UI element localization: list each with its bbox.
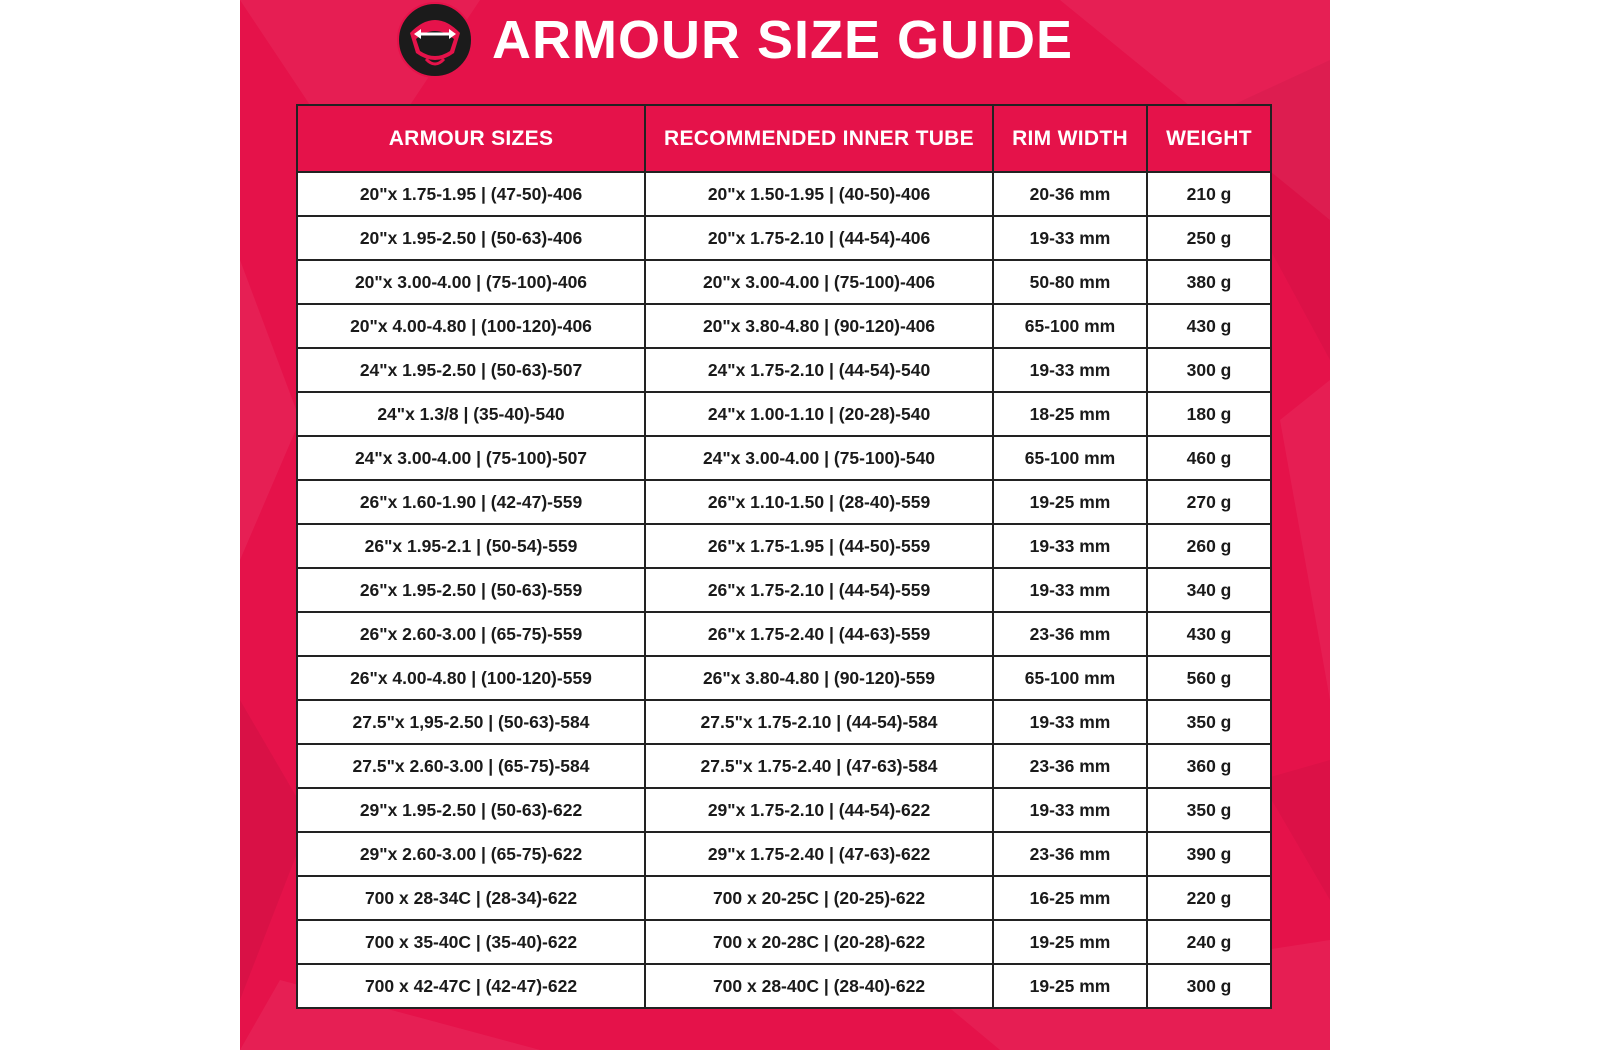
armour-size-cell: 20"x 3.00-4.00 | (75-100)-406: [297, 260, 645, 304]
inner-tube-cell: 700 x 20-25C | (20-25)-622: [645, 876, 993, 920]
armour-size-cell: 20"x 4.00-4.80 | (100-120)-406: [297, 304, 645, 348]
table-row: [297, 964, 1271, 1008]
armour-size-cell: 29"x 1.95-2.50 | (50-63)-622: [297, 788, 645, 832]
inner-tube-cell: 24"x 3.00-4.00 | (75-100)-540: [645, 436, 993, 480]
column-header-weight: WEIGHT: [1147, 105, 1271, 172]
table-row: [297, 172, 1271, 216]
tire-gauge-logo-icon: [396, 1, 474, 79]
armour-size-cell: 26"x 1.95-2.1 | (50-54)-559: [297, 524, 645, 568]
rim-width-cell: 65-100 mm: [993, 656, 1147, 700]
weight-cell: 220 g: [1147, 876, 1271, 920]
weight-cell: 560 g: [1147, 656, 1271, 700]
inner-tube-cell: 27.5"x 1.75-2.10 | (44-54)-584: [645, 700, 993, 744]
rim-width-cell: 19-33 mm: [993, 524, 1147, 568]
inner-tube-cell: 26"x 1.75-2.40 | (44-63)-559: [645, 612, 993, 656]
table-row: [297, 524, 1271, 568]
rim-width-cell: 18-25 mm: [993, 392, 1147, 436]
size-guide-poster: [240, 0, 1330, 1050]
rim-width-cell: 19-33 mm: [993, 568, 1147, 612]
rim-width-cell: 23-36 mm: [993, 744, 1147, 788]
page-title: ARMOUR SIZE GUIDE: [492, 10, 1074, 70]
rim-width-cell: 65-100 mm: [993, 436, 1147, 480]
rim-width-cell: 23-36 mm: [993, 832, 1147, 876]
table-row: [297, 744, 1271, 788]
rim-width-cell: 16-25 mm: [993, 876, 1147, 920]
column-header-rim-width: RIM WIDTH: [993, 105, 1147, 172]
armour-size-cell: 20"x 1.75-1.95 | (47-50)-406: [297, 172, 645, 216]
inner-tube-cell: 24"x 1.75-2.10 | (44-54)-540: [645, 348, 993, 392]
weight-cell: 350 g: [1147, 788, 1271, 832]
armour-size-cell: 700 x 28-34C | (28-34)-622: [297, 876, 645, 920]
table-row: [297, 348, 1271, 392]
armour-size-cell: 27.5"x 1,95-2.50 | (50-63)-584: [297, 700, 645, 744]
rim-width-cell: 19-33 mm: [993, 216, 1147, 260]
header: [396, 0, 1073, 80]
table-header-row: [297, 105, 1271, 172]
weight-cell: 460 g: [1147, 436, 1271, 480]
armour-size-cell: 20"x 1.95-2.50 | (50-63)-406: [297, 216, 645, 260]
table-row: [297, 832, 1271, 876]
armour-size-cell: 24"x 1.95-2.50 | (50-63)-507: [297, 348, 645, 392]
column-header-recommended-inner-tube: RECOMMENDED INNER TUBE: [645, 105, 993, 172]
table-row: [297, 788, 1271, 832]
weight-cell: 430 g: [1147, 304, 1271, 348]
weight-cell: 260 g: [1147, 524, 1271, 568]
armour-size-cell: 29"x 2.60-3.00 | (65-75)-622: [297, 832, 645, 876]
rim-width-cell: 19-25 mm: [993, 964, 1147, 1008]
table-row: [297, 392, 1271, 436]
rim-width-cell: 20-36 mm: [993, 172, 1147, 216]
table-row: [297, 700, 1271, 744]
size-table-wrapper: [296, 104, 1270, 1009]
weight-cell: 360 g: [1147, 744, 1271, 788]
table-body: [297, 172, 1271, 1008]
inner-tube-cell: 20"x 1.75-2.10 | (44-54)-406: [645, 216, 993, 260]
armour-size-cell: 700 x 35-40C | (35-40)-622: [297, 920, 645, 964]
rim-width-cell: 19-33 mm: [993, 788, 1147, 832]
armour-size-cell: 24"x 3.00-4.00 | (75-100)-507: [297, 436, 645, 480]
weight-cell: 380 g: [1147, 260, 1271, 304]
weight-cell: 430 g: [1147, 612, 1271, 656]
weight-cell: 250 g: [1147, 216, 1271, 260]
armour-size-cell: 26"x 1.95-2.50 | (50-63)-559: [297, 568, 645, 612]
inner-tube-cell: 26"x 3.80-4.80 | (90-120)-559: [645, 656, 993, 700]
column-header-armour-sizes: ARMOUR SIZES: [297, 105, 645, 172]
inner-tube-cell: 26"x 1.75-1.95 | (44-50)-559: [645, 524, 993, 568]
inner-tube-cell: 20"x 1.50-1.95 | (40-50)-406: [645, 172, 993, 216]
size-table: [296, 104, 1272, 1009]
table-row: [297, 920, 1271, 964]
table-row: [297, 304, 1271, 348]
rim-width-cell: 50-80 mm: [993, 260, 1147, 304]
armour-size-cell: 27.5"x 2.60-3.00 | (65-75)-584: [297, 744, 645, 788]
rim-width-cell: 19-33 mm: [993, 700, 1147, 744]
armour-size-cell: 700 x 42-47C | (42-47)-622: [297, 964, 645, 1008]
inner-tube-cell: 700 x 20-28C | (20-28)-622: [645, 920, 993, 964]
inner-tube-cell: 27.5"x 1.75-2.40 | (47-63)-584: [645, 744, 993, 788]
table-row: [297, 656, 1271, 700]
table-row: [297, 260, 1271, 304]
weight-cell: 240 g: [1147, 920, 1271, 964]
weight-cell: 350 g: [1147, 700, 1271, 744]
armour-size-cell: 26"x 2.60-3.00 | (65-75)-559: [297, 612, 645, 656]
rim-width-cell: 23-36 mm: [993, 612, 1147, 656]
inner-tube-cell: 26"x 1.10-1.50 | (28-40)-559: [645, 480, 993, 524]
rim-width-cell: 19-25 mm: [993, 480, 1147, 524]
weight-cell: 180 g: [1147, 392, 1271, 436]
table-row: [297, 480, 1271, 524]
inner-tube-cell: 700 x 28-40C | (28-40)-622: [645, 964, 993, 1008]
inner-tube-cell: 29"x 1.75-2.40 | (47-63)-622: [645, 832, 993, 876]
inner-tube-cell: 20"x 3.80-4.80 | (90-120)-406: [645, 304, 993, 348]
weight-cell: 300 g: [1147, 348, 1271, 392]
weight-cell: 340 g: [1147, 568, 1271, 612]
armour-size-cell: 26"x 1.60-1.90 | (42-47)-559: [297, 480, 645, 524]
table-row: [297, 436, 1271, 480]
inner-tube-cell: 24"x 1.00-1.10 | (20-28)-540: [645, 392, 993, 436]
weight-cell: 300 g: [1147, 964, 1271, 1008]
inner-tube-cell: 29"x 1.75-2.10 | (44-54)-622: [645, 788, 993, 832]
rim-width-cell: 19-33 mm: [993, 348, 1147, 392]
weight-cell: 210 g: [1147, 172, 1271, 216]
rim-width-cell: 65-100 mm: [993, 304, 1147, 348]
inner-tube-cell: 26"x 1.75-2.10 | (44-54)-559: [645, 568, 993, 612]
table-row: [297, 568, 1271, 612]
table-row: [297, 216, 1271, 260]
armour-size-cell: 26"x 4.00-4.80 | (100-120)-559: [297, 656, 645, 700]
armour-size-cell: 24"x 1.3/8 | (35-40)-540: [297, 392, 645, 436]
table-row: [297, 612, 1271, 656]
table-row: [297, 876, 1271, 920]
rim-width-cell: 19-25 mm: [993, 920, 1147, 964]
weight-cell: 270 g: [1147, 480, 1271, 524]
weight-cell: 390 g: [1147, 832, 1271, 876]
inner-tube-cell: 20"x 3.00-4.00 | (75-100)-406: [645, 260, 993, 304]
